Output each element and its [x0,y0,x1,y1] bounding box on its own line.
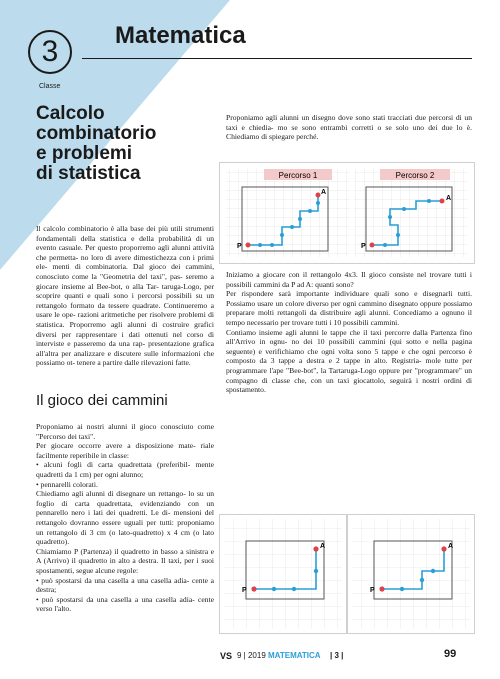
bottom-left-start [251,586,256,591]
section-list-item: • pennarelli colorati. [36,479,98,489]
path-2-dot [383,243,387,247]
right-middle-text [226,270,472,395]
bottom-left-end [313,546,318,551]
section-text [36,422,214,614]
bottom-right-dot [400,587,404,591]
bottom-left-dot [292,587,296,591]
headline-line-1: Calcolo [36,103,105,124]
bottom-right-end [441,546,446,551]
class-number-badge: 3 [28,30,72,74]
path-1-dot [280,233,284,237]
footer-section: MATEMATICA [268,651,321,660]
intro-paragraph: Il calcolo combinatorio è alla base dei più utili strumenti fondamentali della statistica e della probabilità di un evento casuale. Per questo proporremo agli alunni attività che permetta- no loro di avere dimestichezza con i primi ele- menti di combinatoria. Dal gioco dei cammini, conosciuto come la "Geometria del taxi", pas- seremo a giocare insieme al Bee-bot, o alla Tar- taruga-Logo, per scoprire quanti e quali sono i percorsi possibili su un rettangolo formato da tessere quadrate. Continueremo a usare le ope- razioni aritmetiche per risolvere problemi di statistica. Proporremo agli alunni di costruire grafici diversi per rappresentare i dati ottenuti nel corso di interviste e passeremo da una rap- presentazione grafica all'altra per analizzare e discutere sulle informazioni che possiamo ot- tenere a partire dalle rilevazioni fatte. [36,224,214,368]
section-list-item: • può spostarsi da una casella a una casella adia- cente verso l'alto. [36,594,214,614]
section-paragraph: Chiamiamo P (Partenza) il quadretto in basso a sinistra e A (Arrivo) il quadretto in alto a destra. Il taxi, per i suoi spostamenti, segue alcune regole: [36,546,214,575]
bottom-left-svg [220,515,346,633]
bottom-right-end-label: A [448,543,454,550]
bottom-right-svg [348,515,474,633]
path-1-dot [308,209,312,213]
headline-line-4: di statistica [36,163,141,184]
section-paragraph: Per giocare occorre avere a disposizione mate- riale facilmente reperibile in classe: [36,441,214,460]
path-2-dot [396,233,400,237]
paths-figure-svg [220,163,474,263]
footer-magazine: VS [220,651,233,661]
section-list-item: • può spostarsi da una casella a una casella adia- cente a destra; [36,575,214,595]
path-2-dot [388,215,392,219]
path-2-dot [402,207,406,211]
path-1-dot [290,225,294,229]
path-1-dot [298,217,302,221]
subject-title: Matematica [115,22,246,49]
right-paragraph: Contiamo insieme agli alunni le tappe che il taxi percorre dalla Partenza fino all'Arrivo in ognu- no dei 10 possibili cammini (qui sotto e nella pagina seguente) e verifichiamo che ogni volta sono 5 tappe e che ogni percorso è composto da 3 tappe a destra e 2 tappe in alto. Registria- mole tutte per programmare l'ape "Bee-bot", la Tartaruga-Logo oppure per "programmare" un compagno di classe che, con un taxi giocattolo, seguirà i nostri ordini di spostamento. [226,327,472,395]
section-list-item: • alcuni fogli di carta quadrettata (preferibil- mente quadretti da 1 cm) per ogni alunno; [36,460,214,479]
footer-issue: 9 | 2019 [237,651,266,660]
right-paragraph: Iniziamo a giocare con il rettangolo 4x3. Il gioco consiste nel trovare tutti i possibili cammini da P ad A: quanti sono? [226,270,472,289]
bottom-right-dot [420,578,424,582]
header-rule [82,58,472,59]
article-headline [36,104,206,184]
footer-class: | 3 | [330,651,344,660]
end-label-left: A [321,189,327,196]
path-2-label: Percorso 2 [395,171,435,180]
right-paragraph: Per rispondere sarà importante individuare quali sono e disegnarli tutti. Possiamo usare un colore diverso per ogni cammino disegnato oppure possiamo preparare molti rettangoli da distribuire agli alunni. Concediamo a ognuno il tempo necessario per trovare tutti i 10 possibili cammini. [226,289,472,327]
bottom-path-figure-right [347,514,475,634]
bottom-right-start [379,586,384,591]
section-paragraph: Proponiamo ai nostri alunni il gioco conosciuto come "Percorso dei taxi". [36,422,214,441]
bottom-right-start-label: P [370,587,375,594]
bottom-left-start-label: P [242,587,247,594]
bottom-right-dot [431,569,435,573]
start-marker-left [246,243,251,248]
bottom-left-end-label: A [320,543,326,550]
start-label-right: P [361,243,366,250]
end-label-right: A [446,195,452,202]
grid-left [226,169,350,257]
end-marker-left [316,193,321,198]
headline-line-3: e problemi [36,143,133,164]
end-marker-right [440,199,445,204]
start-marker-right [370,243,375,248]
paths-figure [219,162,475,264]
headline-line-2: combinatorio [36,123,157,144]
page-number: 99 [444,648,457,660]
path-1-dot [270,243,274,247]
bottom-left-dot [272,587,276,591]
path-1-dot [258,243,262,247]
path-1-label: Percorso 1 [278,171,318,180]
class-label: Classe [39,83,61,90]
path-1-dot [316,201,320,205]
bottom-left-dot [314,569,318,573]
right-intro-paragraph: Proponiamo agli alunni un disegno dove sono stati tracciati due percorsi di un taxi e chiedia- mo se sono entrambi corretti o se solo uno dei due lo è. Chiediamo di spiegare perché. [226,113,472,142]
section-title: Il gioco dei cammini [36,392,168,409]
path-2-dot [427,199,431,203]
start-label-left: P [237,243,242,250]
bottom-path-figure-left [219,514,347,634]
section-paragraph: Chiediamo agli alunni di disegnare un rettango- lo su un foglio di carta quadrettata, evidenziando con un pennarello nero i lati dei quadretti. Le di- mensioni del rettangolo dovranno essere uguali per tutti: proponiamo un rettangolo di 3 cm (o lato-quadretto) x 4 cm (o lato quadretto). [36,489,214,547]
